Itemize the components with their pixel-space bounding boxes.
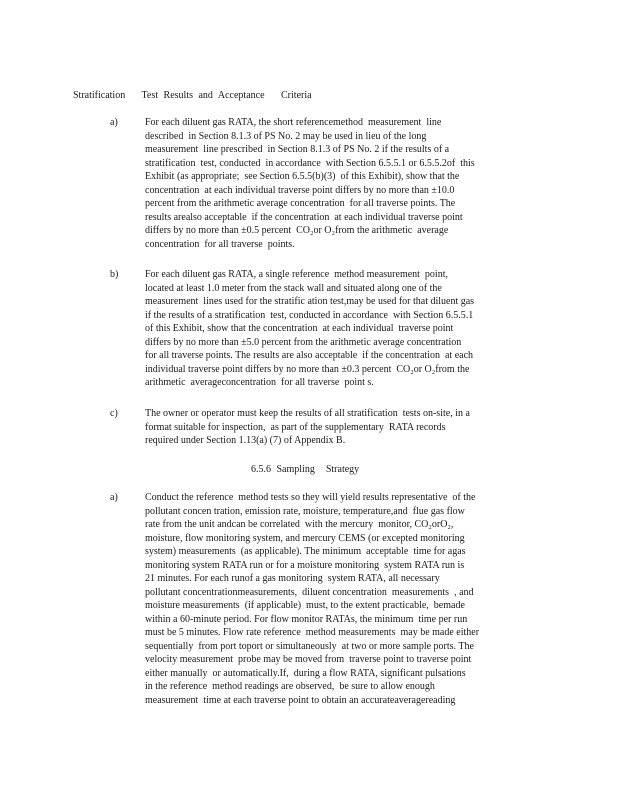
text-line: measurement time at each traverse point to obtain an accurateaveragereading (145, 694, 456, 706)
section-heading: Stratification Test Results and Acceptance Criteria (73, 90, 312, 101)
text-line: differs by no more than ±5.0 percent from the arithmetic average concentration (145, 336, 462, 348)
subsection-heading: 6.5.6 Sampling Strategy (251, 464, 360, 475)
text-line: differs by no more than ±0.5 percent CO₂or O₂from the arithmetic average (145, 225, 449, 236)
text-line: if the results of a stratification test, conducted in accordance with Section 6.5.5.1 (145, 309, 474, 321)
item-text (145, 491, 540, 707)
text-line: monitoring system RATA run or for a moisture monitoring system RATA run is (145, 559, 465, 571)
text-line: velocity measurement probe may be moved from traverse point to traverse point (145, 654, 472, 665)
text-line: of this Exhibit, show that the concentration at each individual traverse point (145, 323, 454, 334)
item-text (145, 407, 540, 448)
text-line: for all traverse points. The results are also acceptable if the concentration at each (145, 350, 474, 361)
text-line: individual traverse point differs by no more than ±0.3 percent CO₂or O₂from the (145, 363, 470, 375)
item-marker: a) (110, 117, 118, 128)
text-line: stratification test, conducted in accordance with Section 6.5.5.1 or 6.5.5.2of this (145, 157, 475, 169)
text-line: pollutant concen tration, emission rate, moisture, temperature,and flue gas flow (145, 505, 465, 517)
text-line: either manually or automatically.If, during a flow RATA, significant pulsations (145, 667, 466, 679)
text-line: concentration at each individual traverse point differs by no more than ±10.0 (145, 184, 455, 196)
text-line: 21 minutes. For each runof a gas monitoring system RATA, all necessary (145, 573, 440, 584)
text-line: system) measurements (as applicable). The minimum acceptable time for agas (145, 546, 466, 557)
text-line: located at least 1.0 meter from the stack wall and situated along one of the (145, 282, 442, 294)
text-line: arithmetic averageconcentration for all traverse point s. (145, 377, 374, 388)
text-line: rate from the unit andcan be correlated with the mercury monitor, CO₂orO₂, (145, 519, 454, 530)
item-marker: b) (110, 269, 119, 280)
text-line: described in Section 8.1.3 of PS No. 2 may be used in lieu of the long (145, 130, 427, 142)
text-line: Exhibit (as appropriate; see Section 6.5.5(b)(3) of this Exhibit), show that the (145, 171, 460, 182)
text-line: percent from the arithmetic average concentration for all traverse points. The (145, 198, 456, 209)
text-line: in the reference method readings are observed, be sure to allow enough (145, 681, 435, 692)
item-text (145, 116, 540, 251)
text-line: required under Section 1.13(a) (7) of Appendix B. (145, 435, 346, 446)
text-line: results arealso acceptable if the concentration at each individual traverse point (145, 211, 463, 223)
text-line: concentration for all traverse points. (145, 238, 295, 250)
text-line: The owner or operator must keep the results of all stratification tests on-site, in a (145, 408, 470, 419)
text-line: must be 5 minutes. Flow rate reference method measurements may be made either (145, 627, 480, 638)
item-marker: c) (110, 408, 118, 419)
text-line: sequentially from port toport or simultaneously at two or more sample ports. The (145, 640, 474, 652)
text-line: pollutant concentrationmeasurements, diluent concentration measurements , and (145, 586, 474, 598)
item-text (145, 268, 540, 390)
text-line: within a 60-minute period. For flow monitor RATAs, the minimum time per run (145, 613, 468, 625)
text-line: Conduct the reference method tests so they will yield results representative of the (145, 492, 476, 503)
text-line: measurement lines used for the stratific ation test,may be used for that diluent gas (145, 296, 475, 307)
item-marker: a) (110, 492, 118, 503)
text-line: format suitable for inspection, as part of the supplementary RATA records (145, 421, 446, 433)
text-line: For each diluent gas RATA, the short referencemethod measurement line (145, 117, 442, 128)
text-line: For each diluent gas RATA, a single reference method measurement point, (145, 269, 448, 280)
text-line: moisture, flow monitoring system, and mercury CEMS (or excepted monitoring (145, 532, 465, 544)
text-line: moisture measurements (if applicable) must, to the extent practicable, bemade (145, 600, 465, 611)
text-line: measurement line prescribed in Section 8.1.3 of PS No. 2 if the results of a (145, 144, 450, 155)
